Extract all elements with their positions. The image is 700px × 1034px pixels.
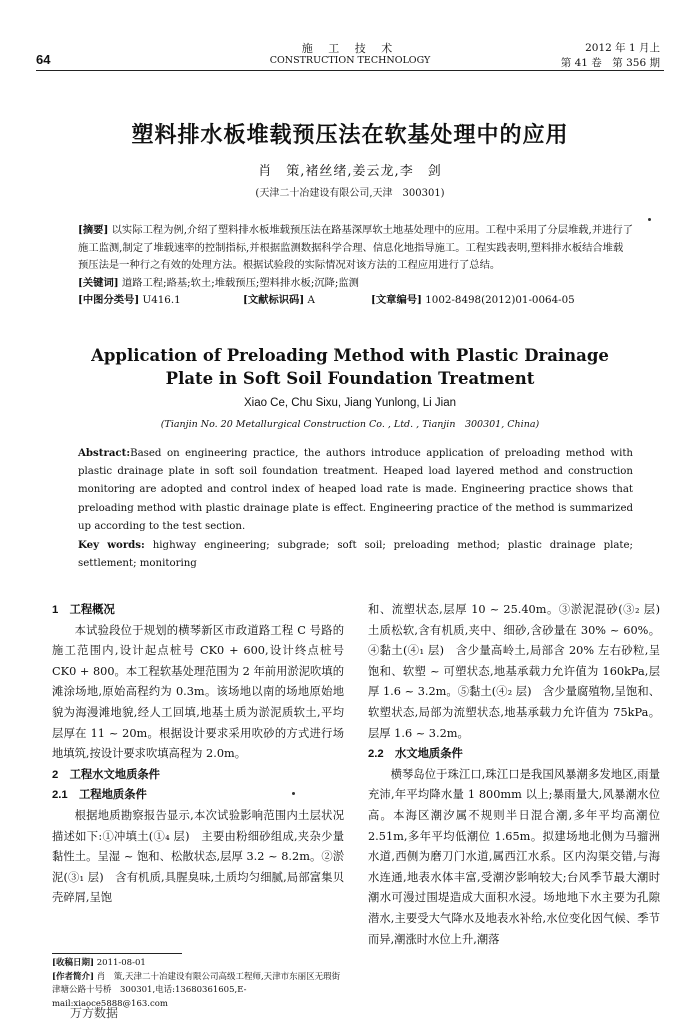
abstract-en-text: Based on engineering practice, the authors introduce application of preloading method with plastic drainage plate in soft soil foundation treatment. Heaped load layered method and construction monitoring are adopted and control index of heaped load rate is made. Engineering practice shows that preloading method with plastic drainage plate is effect. Engineering practice of the method is summarized up according to the test section. — [78, 448, 633, 532]
keywords-cn-label: [关键词] — [78, 276, 119, 289]
doc-code-label: [文献标识码] — [243, 294, 305, 306]
abstract-cn-text: 以实际工程为例,介绍了塑料排水板堆载预压法在路基深厚软土地基处理中的应用。工程中采用了分层堆载,并进行了施工监测,制定了堆载速率的控制指标,并根据监测数据科学合理、信息化地指导施工。工程实践表明,塑料排水板结合堆载预压法是一种行之有效的处理方法。根据试验段的实际情况对该方法的工程应用进行了总结。 — [78, 224, 634, 271]
keywords-en-text: highway engineering; subgrade; soft soil; preloading method; plastic drainage plate; settlement; monitoring — [78, 540, 633, 570]
scan-speck — [648, 218, 651, 221]
authors-en: Xiao Ce, Chu Sixu, Jiang Yunlong, Li Jian — [243, 397, 457, 409]
title-cn: 塑料排水板堆载预压法在软基处理中的应用 — [131, 122, 569, 148]
issue-date: 2012 年 1 月上 — [585, 42, 660, 54]
keywords-cn — [78, 275, 633, 293]
article-number — [371, 292, 575, 310]
abstract-en-label: Abstract: — [78, 447, 131, 459]
doc-code-value: A — [307, 294, 315, 306]
author-bio-label: [作者简介] — [52, 971, 95, 982]
abstract-cn-block — [78, 222, 633, 310]
header-rule — [36, 70, 664, 71]
journal-name-en: CONSTRUCTION TECHNOLOGY — [269, 55, 431, 66]
received-date — [52, 957, 348, 971]
keywords-en — [78, 536, 633, 573]
clc-value: U416.1 — [142, 294, 181, 306]
doc-code — [243, 292, 371, 310]
scan-speck — [292, 792, 295, 795]
classification-row — [78, 292, 633, 310]
section-2-1-continued: 和、流塑状态,层厚 10 ~ 25.40m。③淤泥混砂(③₂ 层) 土质松软,含有机质,夹中、细砂,含砂量在 30% ~ 60%。④黏土(④₁ 层) 含少量高岭土,局部含 20% 左右砂粒,呈饱和、软塑 ~ 可塑状态,地基承载力允许值为 160kPa,层厚 1.6 ~ 3.2m。⑤黏土(④₂ 层) 含少量腐殖物,呈饱和、软塑状态,局部为流塑状态,地基承载力允许值为 75kPa。层厚 1.6 ~ 3.2m。 — [368, 603, 672, 740]
body-column-left — [52, 600, 344, 909]
section-1-heading: 1 工程概况 — [52, 604, 115, 616]
abstract-cn — [78, 222, 633, 275]
page-number: 64 — [36, 52, 51, 67]
section-2-2-heading: 2.2 水文地质条件 — [368, 748, 463, 761]
clc — [78, 292, 243, 310]
abstract-en-block — [78, 444, 633, 573]
keywords-cn-text: 道路工程;路基;软土;堆载预压;塑料排水板;沉降;监测 — [121, 276, 359, 289]
title-en-line1: Application of Preloading Method with Plastic Drainage — [91, 346, 609, 365]
clc-label: [中图分类号] — [78, 294, 140, 306]
received-label: [收稿日期] — [52, 958, 95, 968]
affiliation-en: (Tianjin No. 20 Metallurgical Construction Co. , Ltd. , Tianjin 300301, China) — [160, 419, 540, 430]
abstract-en — [78, 444, 633, 536]
author-bio-text: 肖 策,天津二十冶建设有限公司高级工程师,天津市东丽区无瑕街津塘公路十号桥 300301,电话:13680361605,E-mail:xiaoce5888@163.com — [52, 971, 341, 1009]
received-value: 2011-08-01 — [96, 958, 146, 968]
journal-name-cn: 施 工 技 术 — [301, 42, 399, 55]
article-number-label: [文章编号] — [371, 294, 422, 306]
footnotes — [52, 957, 348, 1011]
footer-watermark: 万方数据 — [70, 1006, 119, 1020]
keywords-en-label: Key words: — [78, 539, 145, 552]
abstract-cn-label: [摘要] — [78, 224, 109, 236]
section-2-1-paragraph: 根据地质勘察报告显示,本次试验影响范围内土层状况描述如下:①冲填土(①₄ 层) 主要由粉细砂组成,夹杂少量黏性土。呈湿 ~ 饱和、松散状态,层厚 3.2 ~ 8.2m。②淤泥(③₁ 层) 含有机质,具腥臭味,土质均匀细腻,局部富集贝壳碎屑,呈饱 — [52, 808, 344, 905]
title-en-line2: Plate in Soft Soil Foundation Treatment — [165, 369, 535, 388]
affiliation-cn: (天津二十冶建设有限公司,天津 300301) — [255, 188, 445, 199]
page-header — [0, 0, 700, 72]
volume-issue: 第 41 卷 第 356 期 — [560, 57, 660, 69]
section-2-heading: 2 工程水文地质条件 — [52, 768, 160, 781]
section-2-2-paragraph: 横琴岛位于珠江口,珠江口是我国风暴潮多发地区,雨量充沛,年平均降水量 1 800mm 以上;暴雨量大,风暴潮水位高。本海区潮汐属不规则半日混合潮,多年平均高潮位 2.51m,多年平均低潮位 1.65m。拟建场地北侧为马骝洲水道,西侧为磨刀门水道,属西江水系。区内沟渠交错,与海水连通,地表水体丰富,受潮汐影响较大;台风季节最大潮时潮水可漫过围堤造成大面积水浸。场地地下水主要为孔隙潜水,主要受大气降水及地表水补给,水位变化因气候、季节而异,潮涨时水位上升,潮落 — [368, 767, 660, 946]
body-column-right — [368, 600, 672, 950]
title-en — [40, 344, 660, 390]
section-1-paragraph: 本试验段位于规划的横琴新区市政道路工程 C 号路的施工范围内,设计起点桩号 CK0 + 600,设计终点桩号 CK0 + 800。本工程软基处理范围为 2 年前用淤泥吹填的滩涂场地,原始高程约为 0.3m。该场地以南的场地原始地貌为海漫滩地貌,经人工回填,地基土质为淤泥质软土,平均层厚在 11 ~ 20m。根据设计要求采用吹砂的方式进行场地填筑,按设计要求吹填高程为 2.0m。 — [52, 623, 344, 761]
article-number-value: 1002-8498(2012)01-0064-05 — [425, 294, 575, 306]
section-2-1-heading: 2.1 工程地质条件 — [52, 789, 147, 802]
footnote-rule — [52, 953, 182, 954]
authors-cn: 肖 策,褚丝绪,姜云龙,李 剑 — [258, 164, 442, 179]
